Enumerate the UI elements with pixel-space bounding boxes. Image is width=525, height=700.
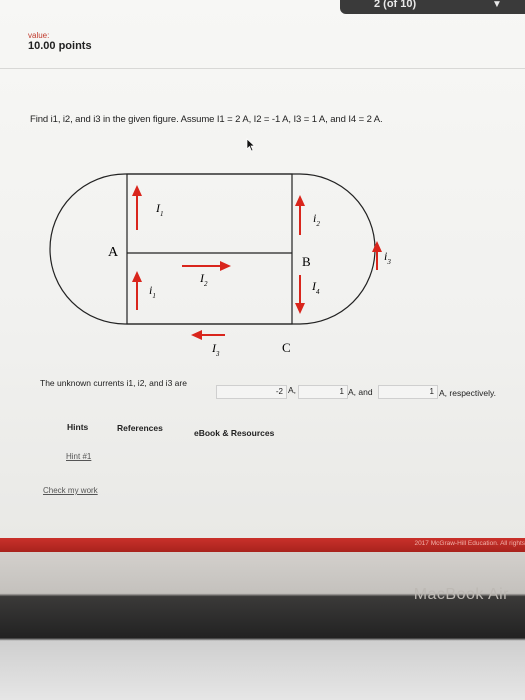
label-i2: $i_2$: [313, 211, 320, 228]
points-value: 10.00 points: [28, 40, 92, 52]
arrow-I4: [295, 275, 305, 314]
label-i1: $i_1$: [149, 283, 156, 300]
copyright-text: 2017 McGraw-Hill Education. All rights: [414, 540, 525, 547]
inner-rectangle: [127, 174, 292, 324]
i1-answer-field[interactable]: -2: [216, 385, 287, 399]
divider: [0, 68, 525, 69]
hint-link[interactable]: Hint #1: [66, 452, 92, 461]
outer-loop: [50, 174, 375, 324]
question-indicator: 2 (of 10): [374, 0, 417, 10]
node-c: C: [282, 340, 291, 355]
check-my-work-link[interactable]: Check my work: [43, 486, 98, 495]
arrow-i1: [132, 271, 142, 310]
label-I2: $I_2$: [200, 271, 208, 288]
question-nav-bar[interactable]: [340, 0, 525, 14]
arrow-i2: [295, 195, 305, 235]
tab-references[interactable]: References: [117, 423, 163, 433]
mouse-cursor-icon: [246, 138, 256, 152]
chevron-down-icon[interactable]: ▼: [492, 0, 502, 10]
circuit-figure: [50, 160, 390, 370]
tab-hints[interactable]: Hints: [67, 422, 89, 432]
footer-bar: [0, 538, 525, 552]
node-a: A: [108, 245, 119, 260]
i3-answer-field[interactable]: 1: [378, 385, 438, 399]
i2-unit: A, and: [348, 387, 373, 397]
label-I1: $I_1$: [156, 201, 164, 218]
question-text: Find i1, i2, and i3 in the given figure. Assume I1 = 2 A, I2 = -1 A, I3 = 1 A, and I4 = 2 A.: [30, 114, 383, 125]
arrow-I1: [132, 185, 142, 230]
tab-ebook-resources[interactable]: eBook & Resources: [194, 428, 275, 438]
i2-answer-field[interactable]: 1: [298, 385, 348, 399]
label-I4: $I_4$: [312, 279, 320, 296]
laptop-bezel: [0, 552, 525, 700]
label-i3: $i_3$: [384, 249, 391, 266]
answer-prompt: The unknown currents i1, i2, and i3 are: [40, 378, 187, 388]
i1-unit: A,: [288, 385, 297, 395]
arrow-I2: [182, 261, 231, 271]
label-I3: $I_3$: [212, 341, 220, 358]
i3-unit: A, respectively.: [439, 388, 497, 398]
value-label: value:: [28, 31, 50, 40]
node-b: B: [302, 254, 311, 269]
device-brand-label: MacBook Air: [413, 586, 509, 603]
arrow-I3: [191, 330, 225, 340]
answer-row: [40, 377, 520, 399]
